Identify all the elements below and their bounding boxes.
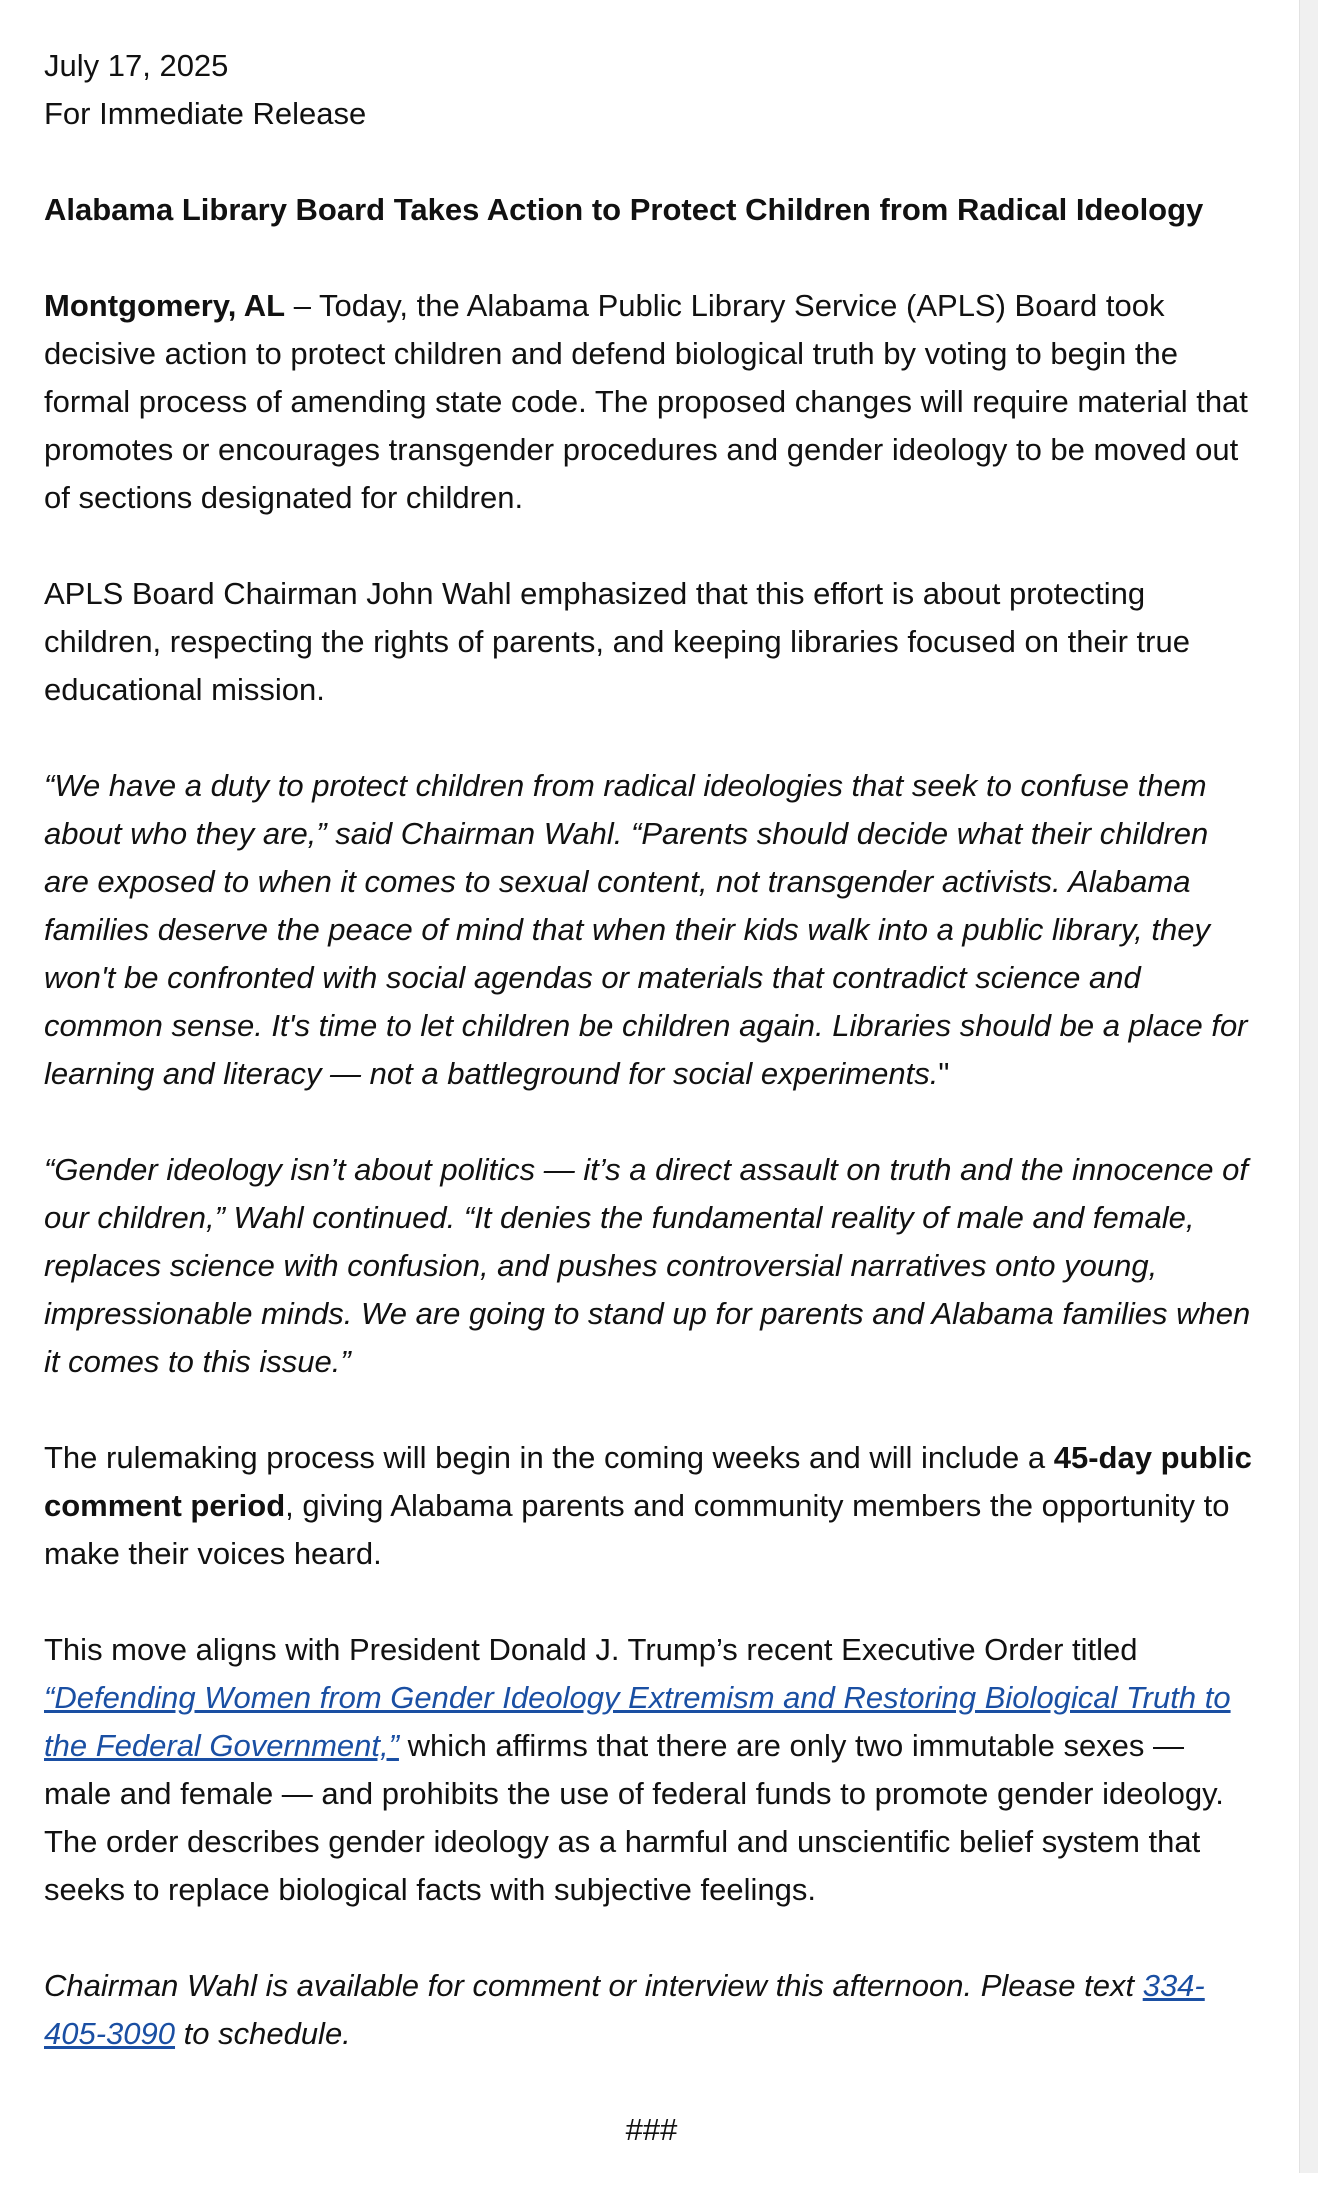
contact-after: to schedule.: [175, 2016, 351, 2051]
paragraph-chairman: APLS Board Chairman John Wahl emphasized that this effort is about protecting children, respecting the rights of parents, and keeping libraries focused on their true educational mission.: [44, 576, 1190, 707]
eo-after: which affirms that there are only two immutable sexes — male and female — and prohibits the use of federal funds to promote gender ideology. The order describes gender ideology as a harmful and unscientific belief system that seeks to replace biological facts with subjective feelings.: [44, 1728, 1224, 1907]
paragraph-executive-order: [44, 1626, 1259, 1914]
press-release: [44, 42, 1259, 2202]
rulemaking-after: , giving Alabama parents and community members the opportunity to make their voices heard.: [44, 1488, 1230, 1571]
quote-1-text: “We have a duty to protect children from radical ideologies that seek to confuse them about who they are,” said Chairman Wahl. “Parents should decide what their children are exposed to when it comes to sexual content, not transgender activists. Alabama families deserve the peace of mind that when their kids walk into a public library, they won't be confronted with social agendas or materials that contradict science and common sense. It's time to let children be children again. Libraries should be a place for learning and literacy — not a battleground for social experiments.: [44, 768, 1248, 1091]
paragraph-intro: [44, 282, 1259, 522]
intro-text: – Today, the Alabama Public Library Service (APLS) Board took decisive action to protect children and defend biological truth by voting to begin the formal process of amending state code. The proposed changes will require material that promotes or encourages transgender procedures and gender ideology to be moved out of sections designated for children.: [44, 288, 1248, 515]
comment-period: 45-day public comment period: [44, 1440, 1252, 1523]
dateline: Montgomery, AL: [44, 288, 286, 323]
quote-block-1: [44, 762, 1259, 1098]
eo-before: This move aligns with President Donald J. Trump’s recent Executive Order titled: [44, 1632, 1138, 1667]
release-type: For Immediate Release: [44, 96, 367, 131]
contact-paragraph: [44, 1962, 1259, 2058]
release-header: [44, 42, 1259, 138]
quote-block-2: “Gender ideology isn’t about politics — it’s a direct assault on truth and the innocence of our children,” Wahl continued. “It denies the fundamental reality of male and female, replaces science with confusion, and pushes controversial narratives onto young, impressionable minds. We are going to stand up for parents and Alabama families when it comes to this issue.”: [44, 1152, 1251, 1379]
rulemaking-before: The rulemaking process will begin in the coming weeks and will include a: [44, 1440, 1054, 1475]
end-mark: ###: [625, 2112, 678, 2147]
quote-1-closing: ": [938, 1056, 950, 1091]
paragraph-rulemaking: [44, 1434, 1259, 1578]
headline: Alabama Library Board Takes Action to Protect Children from Radical Ideology: [44, 192, 1204, 227]
executive-order-link[interactable]: “Defending Women from Gender Ideology Extremism and Restoring Biological Truth to the Federal Government,”: [44, 1680, 1231, 1763]
contact-before: Chairman Wahl is available for comment or interview this afternoon. Please text: [44, 1968, 1143, 2003]
phone-link[interactable]: 334-405-3090: [44, 1968, 1205, 2051]
scrollbar[interactable]: [1299, 0, 1318, 2173]
release-date: July 17, 2025: [44, 48, 229, 83]
